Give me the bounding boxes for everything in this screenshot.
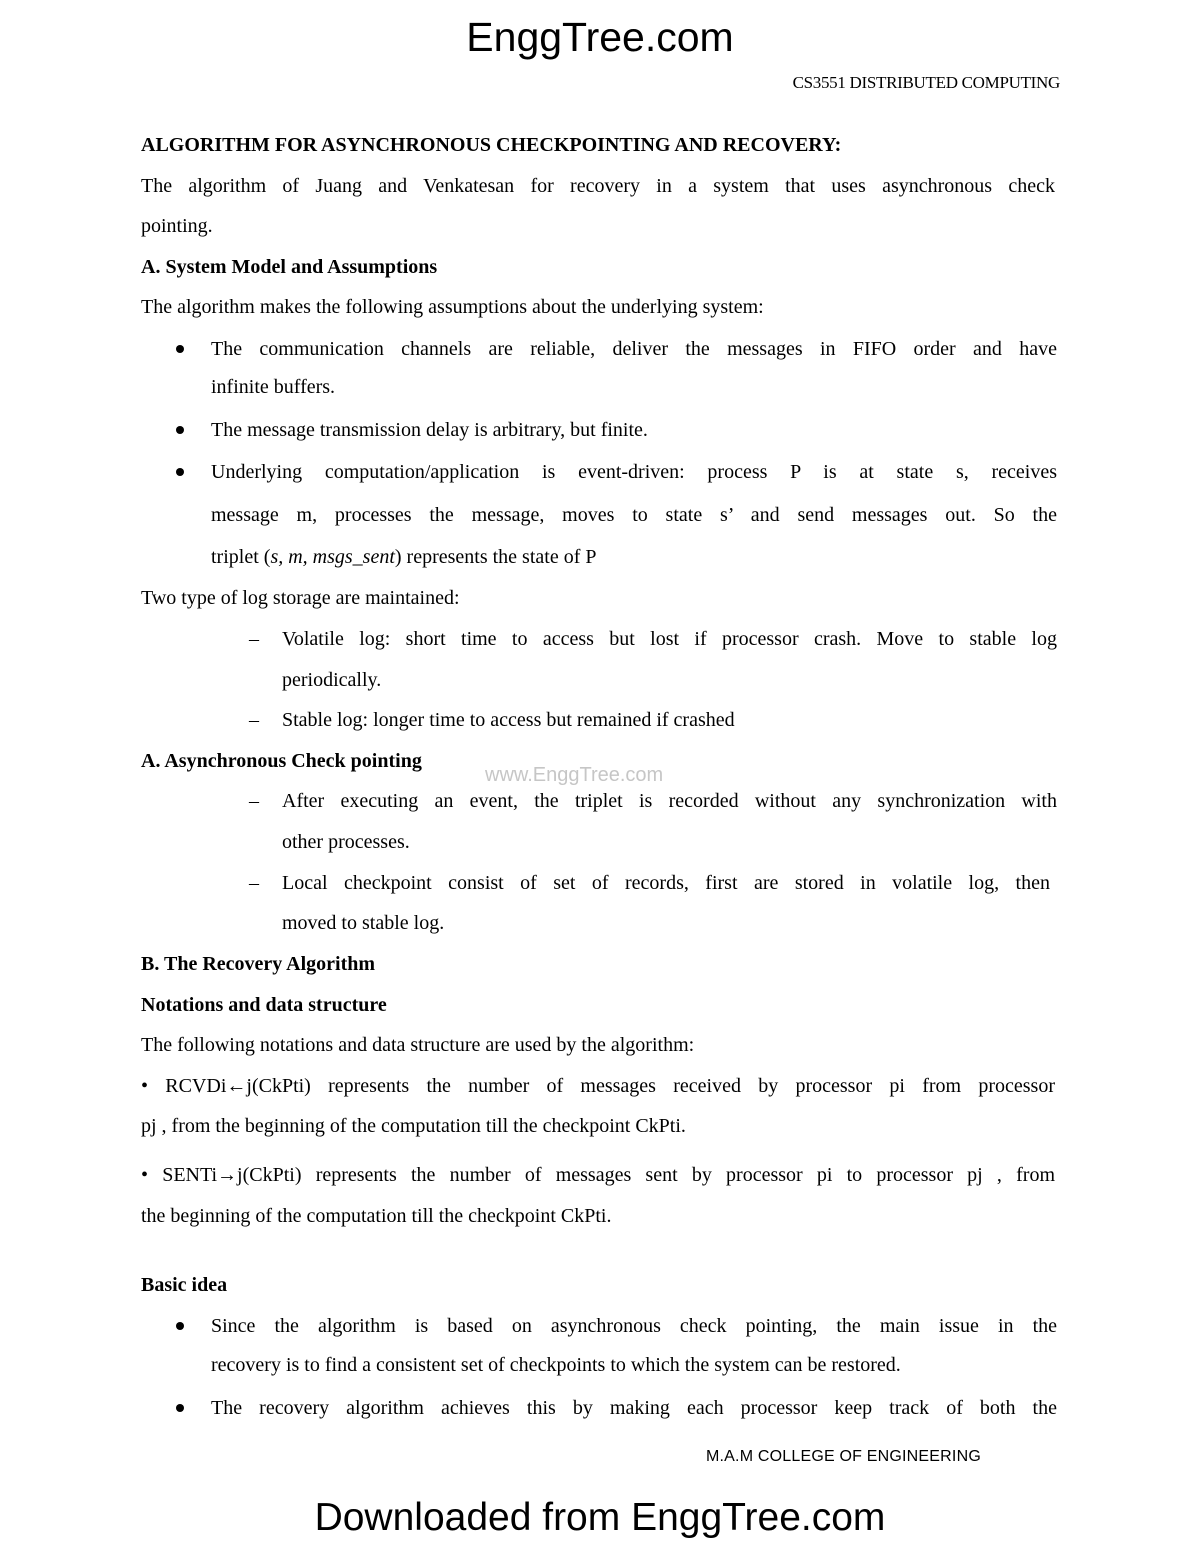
dash-marker: – (249, 790, 259, 812)
stable-log: Stable log: longer time to access but remained if crashed (282, 709, 735, 731)
notations-lead: The following notations and data structure are used by the algorithm: (141, 1034, 695, 1056)
intro-line-2: pointing. (141, 215, 213, 237)
bullet-dot (176, 468, 184, 476)
system-model-lead: The algorithm makes the following assumptions about the underlying system: (141, 296, 764, 318)
async-point-1-line-2: other processes. (282, 831, 410, 853)
log-storage-lead: Two type of log storage are maintained: (141, 587, 460, 609)
assumption-2: The message transmission delay is arbitrary, but finite. (211, 419, 648, 441)
assumption-3-line-2: message m, processes the message, moves to state s’ and send messages out. So the (211, 504, 1057, 526)
async-point-2-line-2: moved to stable log. (282, 912, 445, 934)
subheading-notations: Notations and data structure (141, 994, 387, 1016)
triplet-italic: s, m, msgs_sent (270, 546, 395, 568)
rcvd-line-1: • RCVDi←j(CkPti) represents the number of messages received by processor pi from processor (141, 1075, 1055, 1097)
assumption-1-line-2: infinite buffers. (211, 376, 336, 398)
intro-line-1: The algorithm of Juang and Venkatesan for recovery in a system that uses asynchronous check (141, 175, 1055, 197)
dash-marker: – (249, 872, 259, 894)
basic-idea-1-line-1: Since the algorithm is based on asynchronous check pointing, the main issue in the (211, 1315, 1057, 1337)
watermark: www.EnggTree.com (485, 764, 664, 786)
section-heading-recovery-algorithm: B. The Recovery Algorithm (141, 953, 376, 975)
assumption-3-line-3: triplet (s, m, msgs_sent) represents the state of P (211, 546, 597, 568)
section-heading-system-model: A. System Model and Assumptions (141, 256, 438, 278)
college-footer: M.A.M COLLEGE OF ENGINEERING (706, 1448, 981, 1465)
assumption-3-line-1: Underlying computation/application is event-driven: process P is at state s, receives (211, 461, 1057, 483)
sent-line-1: • SENTi→j(CkPti) represents the number of messages sent by processor pi to processor pj , from (141, 1164, 1055, 1186)
sent-line-2: the beginning of the computation till the checkpoint CkPti. (141, 1205, 612, 1227)
volatile-log-line-1: Volatile log: short time to access but lost if processor crash. Move to stable log (282, 628, 1057, 650)
assumption-1-line-1: The communication channels are reliable, deliver the messages in FIFO order and have (211, 338, 1057, 360)
bullet-dot (176, 426, 184, 434)
bullet-dot (176, 345, 184, 353)
bullet-dot (176, 1322, 184, 1330)
course-header: CS3551 DISTRIBUTED COMPUTING (792, 73, 1060, 92)
dash-marker: – (249, 709, 259, 731)
basic-idea-2-line-1: The recovery algorithm achieves this by making each processor keep track of both the (211, 1397, 1057, 1419)
section-heading-async-checkpointing: A. Asynchronous Check pointing (141, 750, 422, 772)
site-title: EnggTree.com (466, 14, 734, 60)
async-point-1-line-1: After executing an event, the triplet is recorded without any synchronization with (282, 790, 1057, 812)
download-footer: Downloaded from EnggTree.com (314, 1496, 886, 1539)
basic-idea-heading: Basic idea (141, 1274, 228, 1296)
bullet-dot (176, 1404, 184, 1412)
main-heading: ALGORITHM FOR ASYNCHRONOUS CHECKPOINTING AND RECOVERY: (141, 134, 842, 156)
dash-marker: – (249, 628, 259, 650)
basic-idea-1-line-2: recovery is to find a consistent set of checkpoints to which the system can be restored. (211, 1354, 901, 1376)
rcvd-line-2: pj , from the beginning of the computation till the checkpoint CkPti. (141, 1115, 686, 1137)
volatile-log-line-2: periodically. (282, 669, 382, 691)
async-point-2-line-1: Local checkpoint consist of set of records, first are stored in volatile log, then (282, 872, 1050, 894)
